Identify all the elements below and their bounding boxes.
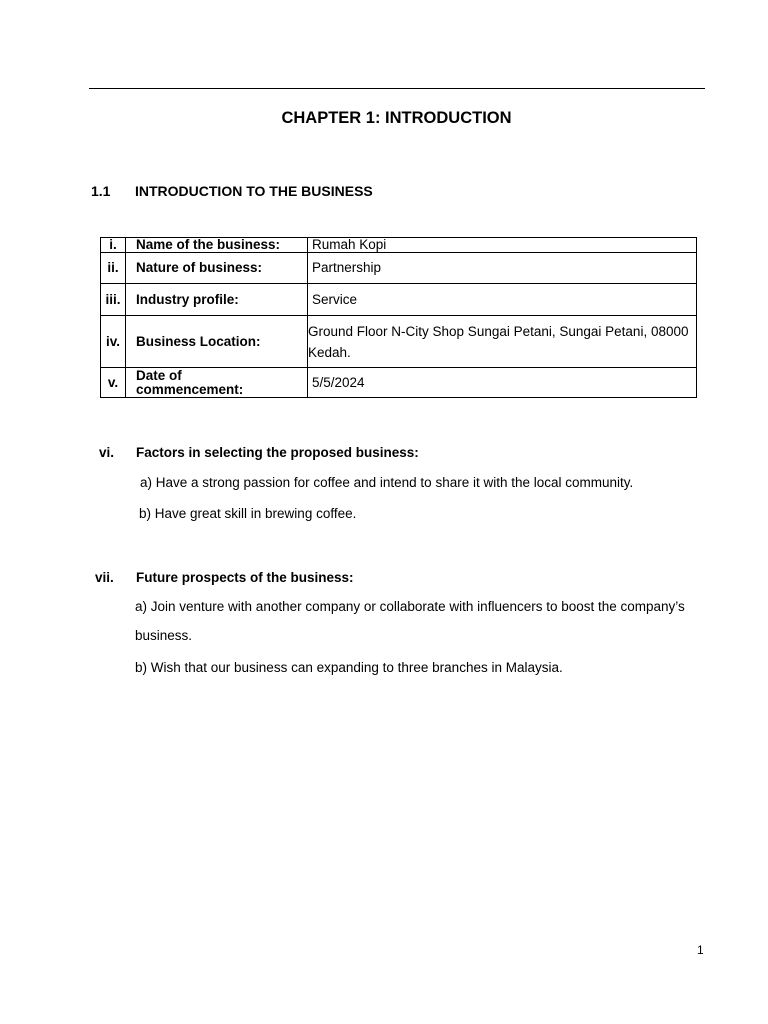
row-value: 5/5/2024 — [308, 368, 697, 398]
prospects-title: Future prospects of the business: — [136, 570, 354, 585]
page-number: 1 — [697, 943, 704, 957]
row-value — [308, 316, 697, 368]
location-line-1: Ground Floor N-City Shop Sungai Petani, Sungai Petani, 08000 — [308, 323, 689, 339]
factors-item-a: a) Have a strong passion for coffee and intend to share it with the local community. — [140, 475, 634, 490]
factors-number: vi. — [99, 445, 115, 460]
row-number: iii. — [101, 284, 126, 316]
row-label: Name of the business: — [126, 238, 308, 253]
row-value: Service — [308, 284, 697, 316]
prospects-item-a-line-2: business. — [135, 628, 193, 643]
table-row — [101, 253, 697, 284]
table-row — [101, 368, 697, 398]
date-label-line-2: commencement: — [136, 381, 244, 397]
row-label: Industry profile: — [126, 284, 308, 316]
prospects-item-a-line-1: a) Join venture with another company or collaborate with influencers to boost the company’s — [135, 599, 685, 614]
section-title: INTRODUCTION TO THE BUSINESS — [135, 183, 373, 199]
location-line-2: Kedah. — [308, 344, 351, 360]
header-rule — [89, 88, 705, 89]
prospects-number: vii. — [95, 570, 114, 585]
row-number: i. — [101, 238, 126, 253]
table-row — [101, 284, 697, 316]
row-number: ii. — [101, 253, 126, 284]
factors-item-b: b) Have great skill in brewing coffee. — [139, 506, 357, 521]
row-number: v. — [101, 368, 126, 398]
date-label-line-1: Date of — [136, 367, 182, 383]
row-label: Nature of business: — [126, 253, 308, 284]
chapter-title: CHAPTER 1: INTRODUCTION — [281, 109, 512, 127]
row-value: Rumah Kopi — [308, 238, 697, 253]
factors-title: Factors in selecting the proposed business: — [136, 445, 419, 460]
row-label — [126, 368, 308, 398]
prospects-item-b: b) Wish that our business can expanding to three branches in Malaysia. — [135, 660, 563, 675]
table-row — [101, 238, 697, 253]
row-label: Business Location: — [126, 316, 308, 368]
section-number: 1.1 — [91, 183, 111, 199]
row-value: Partnership — [308, 253, 697, 284]
table-row — [101, 316, 697, 368]
row-number: iv. — [101, 316, 126, 368]
business-info-table — [100, 237, 697, 398]
